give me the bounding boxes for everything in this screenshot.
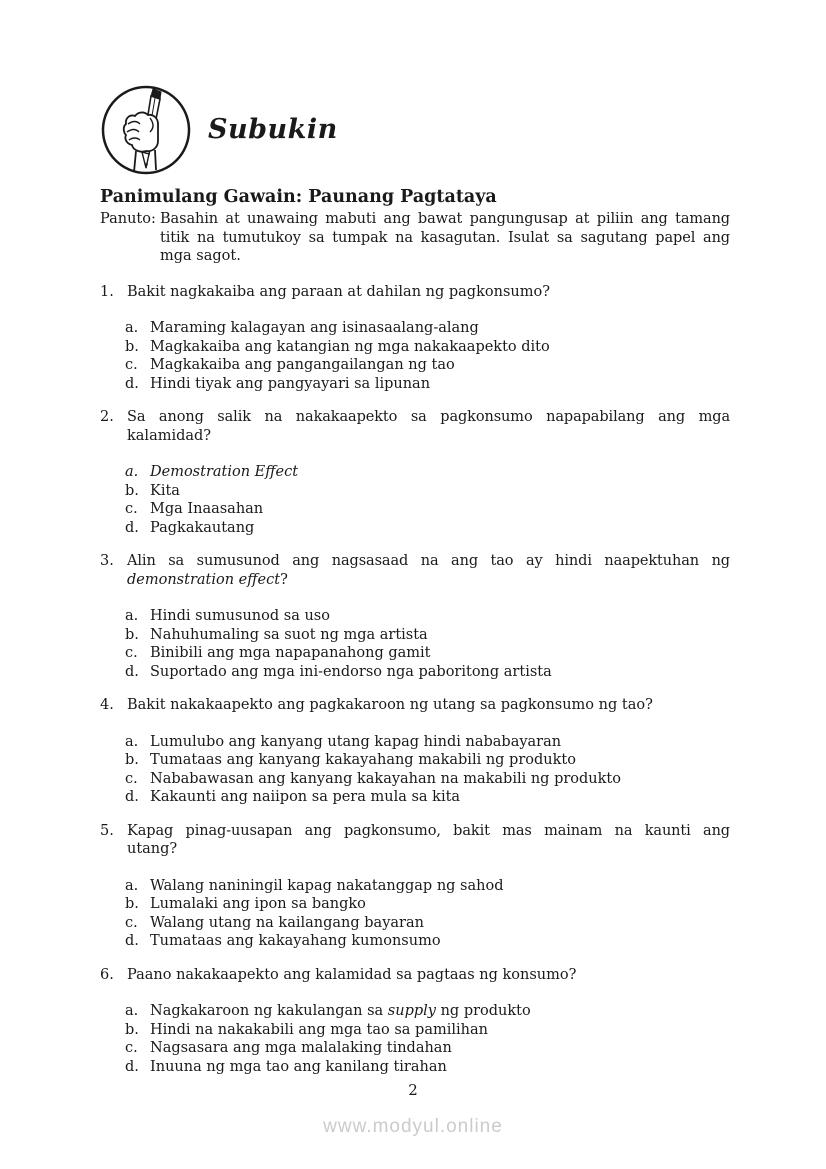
options-list-2	[125, 463, 730, 537]
option-text-italic: Demostration Effect	[150, 464, 299, 480]
option-text: Magkakaiba ang katangian ng mga nakakaapekto dito	[150, 338, 550, 355]
option-letter: d.	[125, 1058, 139, 1075]
question-text-line	[127, 696, 730, 715]
option-letter: b.	[125, 626, 139, 643]
option-text: Suportado ang mga ini-endorso nga paboritong artista	[150, 663, 552, 680]
option-text	[150, 1040, 452, 1056]
option-text: Tumataas ang kakayahang kumonsumo	[150, 933, 441, 949]
question-number: 3.	[100, 553, 114, 569]
option-letter: b.	[125, 1021, 139, 1038]
page-content	[100, 84, 730, 1091]
question-4	[100, 696, 730, 807]
question-2	[100, 408, 730, 537]
section-title: Subukin	[208, 114, 338, 145]
option-text	[150, 734, 561, 750]
question-text-line	[127, 571, 730, 590]
directions-line-2: titik na tumutukoy sa tumpak na kasagutan. Isulat sa sagutang papel ang	[160, 229, 730, 246]
option-letter: a.	[125, 608, 139, 624]
page-number: 2	[408, 1081, 418, 1099]
option-letter: d.	[125, 375, 139, 392]
question-text: utang?	[127, 841, 178, 857]
option-5d	[125, 932, 730, 951]
option-4b	[125, 751, 730, 770]
directions-line-1: Basahin at unawaing mabuti ang bawat pangungusap at piliin ang tamang	[160, 211, 730, 227]
option-text: Mga Inaasahan	[150, 501, 264, 517]
option-text	[150, 339, 550, 355]
option-text: Nagsasara ang mga malalaking tindahan	[150, 1040, 452, 1056]
question-text-line	[127, 283, 730, 302]
option-text	[150, 1059, 447, 1075]
option-6d	[125, 1058, 730, 1077]
option-text	[150, 464, 298, 480]
option-3b	[125, 626, 730, 645]
question-text	[127, 283, 730, 302]
option-letter: a.	[125, 1003, 139, 1019]
option-6b	[125, 1021, 730, 1040]
option-text: Hindi sumusunod sa uso	[150, 608, 330, 624]
option-2d	[125, 519, 730, 538]
option-2b	[125, 482, 730, 501]
option-text: Nagkakaroon ng kakulangan sa	[150, 1003, 388, 1019]
option-text: Tumataas ang kanyang kakayahang makabili ng produkto	[150, 752, 576, 768]
option-text	[150, 520, 254, 536]
question-text-line	[127, 552, 730, 571]
option-text	[150, 357, 455, 373]
options-list-4	[125, 733, 730, 807]
option-text: Hindi tiyak ang pangyayari sa lipunan	[150, 375, 431, 392]
option-text: Nahuhumaling sa suot ng mga artista	[150, 626, 428, 643]
question-number: 2.	[100, 409, 114, 425]
option-text	[150, 933, 441, 949]
directions-line-3: mga sagot.	[160, 248, 241, 264]
option-text: Walang utang na kailangang bayaran	[150, 914, 424, 931]
option-text	[150, 1003, 531, 1019]
option-text	[150, 608, 330, 624]
option-letter: c.	[125, 645, 138, 661]
option-4c	[125, 770, 730, 789]
option-2a	[125, 463, 730, 482]
questions-list	[100, 283, 730, 1077]
option-text: Lumalaki ang ipon sa bangko	[150, 896, 366, 912]
option-text	[150, 878, 503, 894]
question-text-line	[127, 408, 730, 427]
question-text: Paano nakakaapekto ang kalamidad sa pagtaas ng konsumo?	[127, 966, 577, 983]
activity-heading: Panimulang Gawain: Paunang Pagtataya	[100, 187, 497, 207]
question-text: Alin sa sumusunod ang nagsasaad na ang tao ay hindi naapektuhan ng	[127, 553, 730, 569]
option-letter: b.	[125, 752, 139, 768]
option-text: Maraming kalagayan ang isinasaalang-alang	[150, 320, 479, 336]
option-text	[150, 915, 424, 931]
watermark: www.modyul.online	[323, 1116, 503, 1137]
option-letter: c.	[125, 1040, 138, 1056]
question-3	[100, 552, 730, 681]
question-text: Bakit nakakaapekto ang pagkakaroon ng utang sa pagkonsumo ng tao?	[127, 697, 653, 713]
option-1c	[125, 356, 730, 375]
option-6a	[125, 1002, 730, 1021]
option-text	[150, 483, 180, 499]
option-text: Hindi na nakakabili ang mga tao sa pamilihan	[150, 1021, 488, 1038]
option-text	[150, 752, 576, 768]
option-letter: d.	[125, 663, 139, 680]
question-text: Kapag pinag-uusapan ang pagkonsumo, bakit mas mainam na kaunti ang	[127, 822, 730, 839]
directions	[100, 210, 730, 266]
option-text: Magkakaiba ang pangangailangan ng tao	[150, 357, 455, 373]
options-list-3	[125, 607, 730, 681]
question-5	[100, 822, 730, 951]
option-letter: b.	[125, 338, 139, 355]
option-letter: a.	[125, 320, 139, 336]
question-1	[100, 283, 730, 394]
option-letter: c.	[125, 501, 138, 517]
option-letter: a.	[125, 733, 139, 750]
options-list-6	[125, 1002, 730, 1076]
option-letter: d.	[125, 933, 139, 949]
option-3d	[125, 663, 730, 682]
option-text	[150, 1022, 488, 1038]
question-number: 4.	[100, 697, 114, 713]
option-text	[150, 664, 552, 680]
option-text: ng produkto	[435, 1003, 531, 1019]
option-4a	[125, 733, 730, 752]
option-text: Nababawasan ang kanyang kakayahan na makabili ng produkto	[150, 770, 621, 787]
question-text	[127, 408, 730, 445]
option-letter: b.	[125, 482, 139, 499]
option-text	[150, 771, 621, 787]
option-5b	[125, 895, 730, 914]
question-text-line	[127, 966, 730, 985]
question-6	[100, 966, 730, 1077]
option-3a	[125, 607, 730, 626]
question-text	[127, 966, 730, 985]
question-text: Sa anong salik na nakakaapekto sa pagkonsumo napapabilang ang mga	[127, 409, 730, 425]
section-header	[100, 84, 730, 176]
option-letter: b.	[125, 896, 139, 912]
option-1b	[125, 338, 730, 357]
option-text: Lumulubo ang kanyang utang kapag hindi nababayaran	[150, 733, 562, 750]
directions-text	[160, 210, 730, 266]
question-text: Bakit nagkakaiba ang paraan at dahilan ng pagkonsumo?	[127, 283, 550, 300]
option-5a	[125, 877, 730, 896]
option-text	[150, 896, 366, 912]
option-letter: a.	[125, 877, 139, 894]
question-text-line	[127, 427, 730, 446]
option-letter: c.	[125, 914, 138, 931]
question-text-italic: demonstration effect	[127, 571, 281, 588]
option-letter: a.	[125, 464, 139, 480]
option-text-italic: supply	[387, 1003, 436, 1019]
question-text	[127, 552, 730, 589]
option-4d	[125, 788, 730, 807]
options-list-1	[125, 319, 730, 393]
option-text: Kita	[150, 482, 180, 499]
option-1a	[125, 319, 730, 338]
option-letter: c.	[125, 357, 138, 373]
option-text	[150, 645, 431, 661]
option-text	[150, 627, 428, 643]
directions-label: Panuto:	[100, 211, 156, 227]
question-text	[127, 822, 730, 859]
question-number: 5.	[100, 822, 114, 839]
option-text: Walang naniningil kapag nakatanggap ng sahod	[150, 877, 504, 894]
option-3c	[125, 644, 730, 663]
pencil-in-hand-icon	[100, 84, 192, 176]
option-text: Kakaunti ang naiipon sa pera mula sa kita	[150, 789, 461, 805]
option-text	[150, 376, 430, 392]
options-list-5	[125, 877, 730, 951]
option-text: Pagkakautang	[150, 519, 255, 536]
option-1d	[125, 375, 730, 394]
question-text-line	[127, 822, 730, 841]
option-text	[150, 501, 263, 517]
option-text	[150, 789, 460, 805]
option-text	[150, 320, 479, 336]
option-letter: d.	[125, 519, 139, 536]
question-number: 6.	[100, 966, 114, 983]
option-letter: d.	[125, 789, 139, 805]
option-letter: c.	[125, 770, 138, 787]
option-6c	[125, 1039, 730, 1058]
option-5c	[125, 914, 730, 933]
question-text: kalamidad?	[127, 427, 212, 444]
question-text	[127, 696, 730, 715]
option-2c	[125, 500, 730, 519]
option-text: Inuuna ng mga tao ang kanilang tirahan	[150, 1058, 447, 1075]
option-text: Binibili ang mga napapanahong gamit	[150, 645, 431, 661]
question-text-line	[127, 840, 730, 859]
question-number: 1.	[100, 283, 114, 300]
question-text: ?	[280, 571, 288, 588]
